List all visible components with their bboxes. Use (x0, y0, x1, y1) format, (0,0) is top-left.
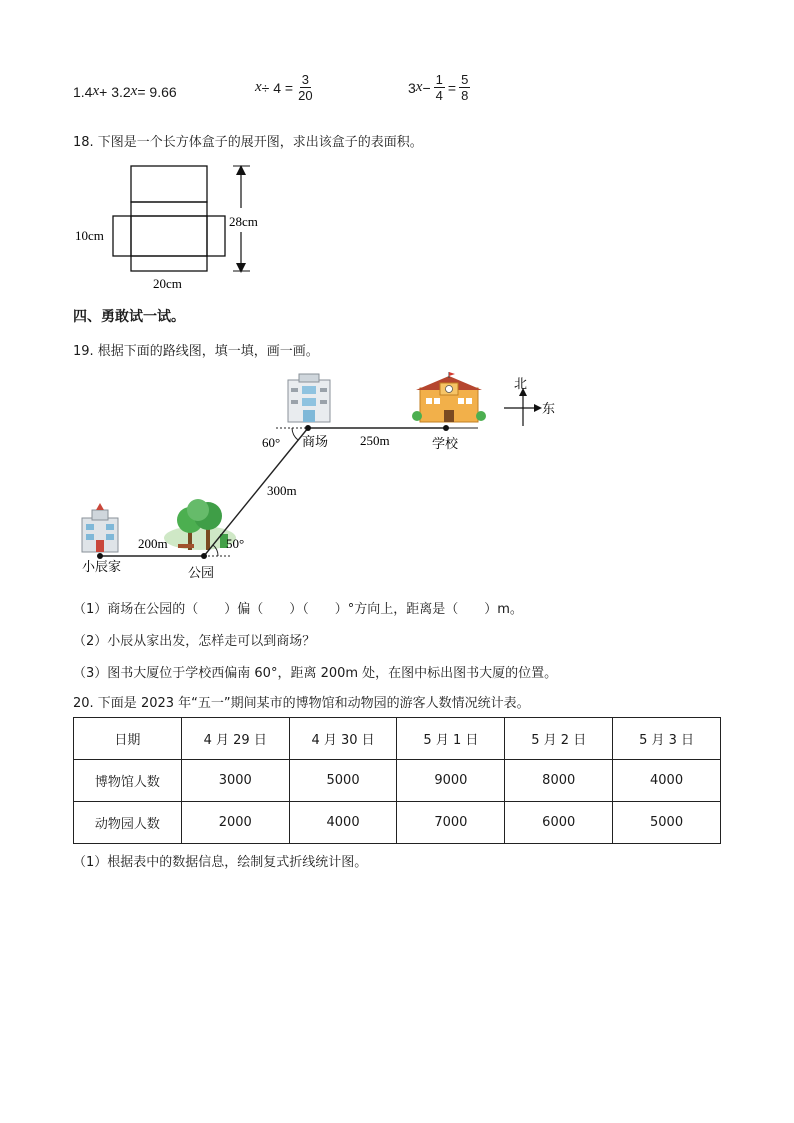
fraction (296, 72, 314, 103)
label-angle: 50° (226, 536, 245, 551)
label-angle: 60° (262, 435, 281, 450)
point-park (201, 553, 207, 559)
fraction-numerator: 3 (301, 72, 309, 87)
mall-building-icon (288, 374, 330, 422)
question-20-sub-1: （1）根据表中的数据信息，绘制复式折线统计图。 (73, 855, 368, 870)
compass-east-label: 东 (542, 402, 556, 417)
equation-1-part: + 3.2 (99, 83, 131, 100)
table-header-cell: 5 月 3 日 (613, 718, 721, 760)
school-building-icon (412, 372, 486, 422)
equation-1 (73, 83, 177, 100)
table-header-cell: 5 月 1 日 (397, 718, 505, 760)
table-row (74, 760, 721, 802)
question-19-sub-2: （2）小辰从家出发，怎样走可以到商场？ (73, 634, 316, 649)
table-cell: 6000 (505, 802, 613, 844)
table-cell: 8000 (505, 760, 613, 802)
fraction (459, 72, 470, 103)
fraction-numerator: 5 (461, 72, 469, 87)
equation-3-minus: − (422, 79, 431, 96)
label-distance: 300m (267, 483, 297, 498)
table-cell: 4000 (289, 802, 397, 844)
fraction (434, 72, 445, 103)
equation-3-equals: = (447, 79, 457, 96)
table-cell: 5000 (289, 760, 397, 802)
label-park: 公园 (188, 566, 215, 581)
net-face-right (207, 216, 225, 256)
route-map (70, 370, 570, 585)
label-length: 20cm (153, 276, 182, 291)
label-distance: 250m (360, 433, 390, 448)
table-cell: 3000 (181, 760, 289, 802)
table-cell: 4000 (613, 760, 721, 802)
equation-1-part: = 9.66 (137, 83, 177, 100)
label-home: 小辰家 (82, 560, 122, 575)
angle-arc-mall (292, 428, 298, 440)
table-cell: 9000 (397, 760, 505, 802)
label-distance: 200m (138, 536, 168, 551)
point-school (443, 425, 449, 431)
fraction-denominator: 4 (435, 88, 443, 103)
variable-x: x (255, 79, 262, 95)
net-face-bottom (131, 256, 207, 271)
variable-x: x (130, 83, 138, 99)
table-cell: 博物馆人数 (74, 760, 182, 802)
table-cell: 2000 (181, 802, 289, 844)
label-school: 学校 (432, 437, 459, 452)
section-heading: 四、勇敢试一试。 (73, 309, 185, 325)
box-net-diagram (70, 160, 290, 295)
equation-1-part: 1.4 (73, 83, 93, 100)
question-19-sub-1: （1）商场在公园的（ ）偏（ ）（ ）°方向上，距离是（ ）m。 (73, 602, 523, 617)
question-18-text: 18. 下图是一个长方体盒子的展开图，求出该盒子的表面积。 (73, 135, 423, 150)
table-cell: 5000 (613, 802, 721, 844)
compass-icon (504, 392, 538, 426)
variable-x: x (415, 79, 423, 95)
fraction-numerator: 1 (435, 72, 443, 87)
table-header-row (74, 718, 721, 760)
net-face-left (113, 216, 131, 256)
question-19-sub-3: （3）图书大厦位于学校西偏南 60°，距离 200m 处，在图中标出图书大厦的位置。 (73, 666, 558, 681)
equation-3 (408, 72, 473, 103)
table-row (74, 802, 721, 844)
table-cell: 动物园人数 (74, 802, 182, 844)
point-mall (305, 425, 311, 431)
point-home (97, 553, 103, 559)
home-building-icon (82, 503, 118, 552)
net-face-front (131, 216, 207, 256)
table-cell: 7000 (397, 802, 505, 844)
compass-north-label: 北 (514, 377, 528, 392)
question-20-text: 20. 下面是 2023 年“五一”期间某市的博物馆和动物园的游客人数情况统计表。 (73, 696, 530, 711)
table-header-cell: 日期 (74, 718, 182, 760)
table-header-cell: 4 月 29 日 (181, 718, 289, 760)
label-height: 28cm (229, 214, 258, 229)
equation-2 (255, 72, 318, 103)
visitor-stats-table (73, 717, 721, 844)
equation-2-operator: ÷ 4 = (261, 79, 294, 96)
label-mall: 商场 (302, 435, 329, 450)
equation-3-coef: 3 (408, 79, 416, 96)
table-header-cell: 4 月 30 日 (289, 718, 397, 760)
label-width: 10cm (75, 228, 104, 243)
fraction-denominator: 8 (461, 88, 469, 103)
table-header-cell: 5 月 2 日 (505, 718, 613, 760)
net-face-top (131, 166, 207, 202)
net-face-upper (131, 202, 207, 216)
question-19-text: 19. 根据下面的路线图，填一填，画一画。 (73, 344, 319, 359)
variable-x: x (92, 83, 100, 99)
fraction-denominator: 20 (298, 88, 313, 103)
